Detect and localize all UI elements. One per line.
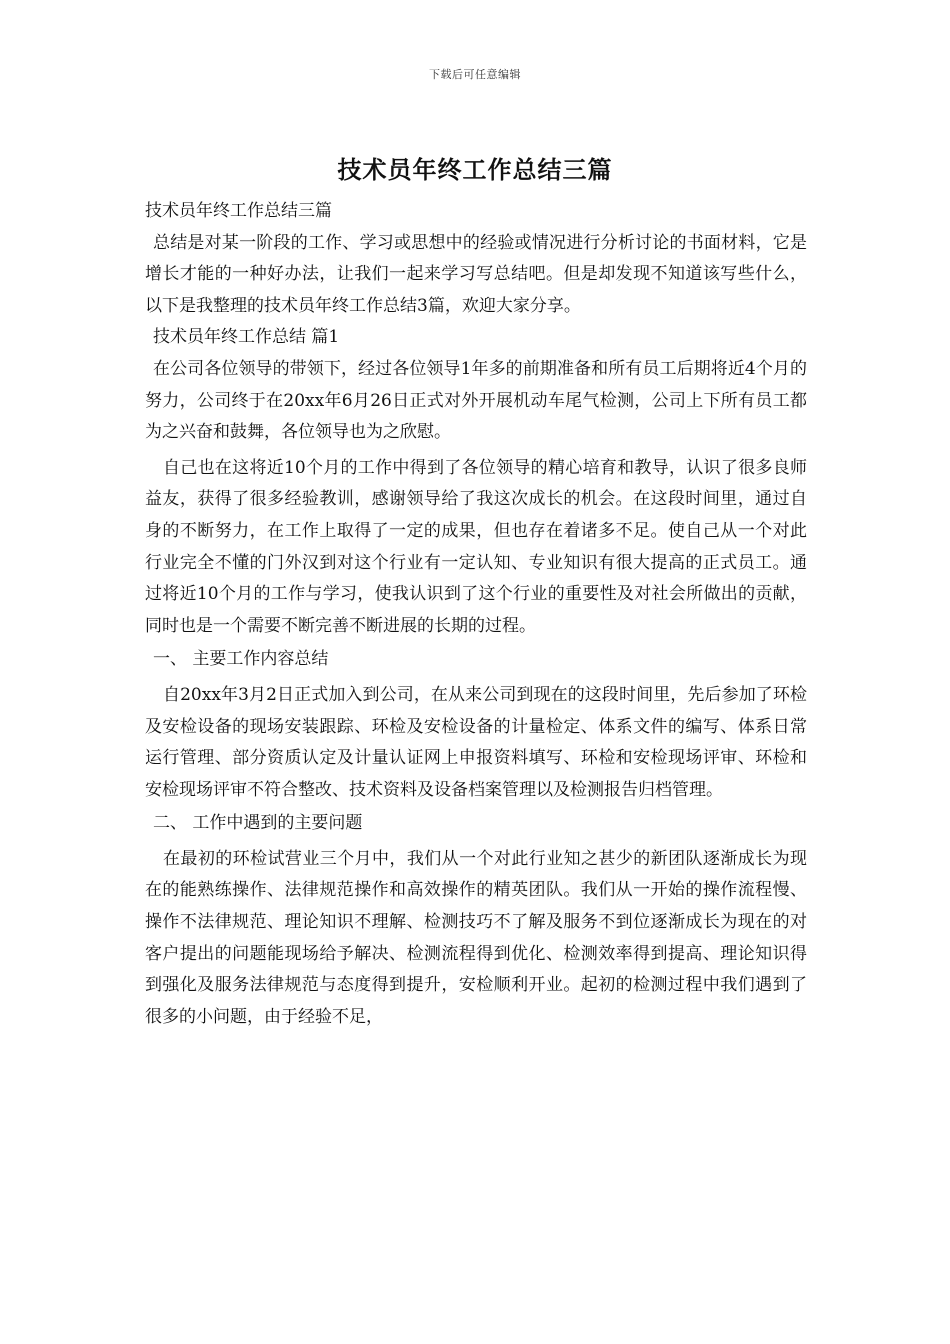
header-note: 下载后可任意编辑 (429, 68, 521, 81)
intro-paragraph: 总结是对某一阶段的工作、学习或思想中的经验或情况进行分析讨论的书面材料，它是增长才能的一种好办法，让我们一起来学习写总结吧。但是却发现不知道该写些什么，以下是我整理的技术员年终工作总结3篇，欢迎大家分享。 (145, 232, 807, 316)
section-1-heading: 一、 主要工作内容总结 (153, 649, 329, 670)
paragraph-2: 自己也在这将近10个月的工作中得到了各位领导的精心培育和教导，认识了很多良师益友，获得了很多经验教训，感谢领导给了我这次成长的机会。在这段时间里，通过自身的不断努力，在工作上取得了一定的成果，但也存在着诸多不足。使自己从一个对此行业完全不懂的门外汉到对这个行业有一定认知、专业知识有很大提高的正式员工。通过将近10个月的工作与学习，使我认识到了这个行业的重要性及对社会所做出的贡献，同时也是一个需要不断完善不断进展的长期的过程。 (145, 457, 807, 636)
section-2-heading: 二、 工作中遇到的主要问题 (153, 813, 363, 834)
section-1-paragraph: 自20xx年3月2日正式加入到公司，在从来公司到现在的这段时间里，先后参加了环检及安检设备的现场安装跟踪、环检及安检设备的计量检定、体系文件的编写、体系日常运行管理、部分资质认定及计量认证网上申报资料填写、环检和安检现场评审、环检和安检现场评审不符合整改、技术资料及设备档案管理以及检测报告归档管理。 (145, 684, 807, 800)
subtitle-line: 技术员年终工作总结三篇 (145, 201, 332, 221)
section-2-paragraph: 在最初的环检试营业三个月中，我们从一个对此行业知之甚少的新团队逐渐成长为现在的能熟练操作、法律规范操作和高效操作的精英团队。我们从一开始的操作流程慢、操作不法律规范、理论知识不理解、检测技巧不了解及服务不到位逐渐成长为现在的对客户提出的问题能现场给予解决、检测流程得到优化、检测效率得到提高、理论知识得到强化及服务法律规范与态度得到提升，安检顺利开业。起初的检测过程中我们遇到了很多的小问题，由于经验不足， (145, 848, 807, 1027)
document-title: 技术员年终工作总结三篇 (337, 155, 613, 184)
paragraph-1: 在公司各位领导的带领下，经过各位领导1年多的前期准备和所有员工后期将近4个月的努力，公司终于在20xx年6月26日正式对外开展机动车尾气检测，公司上下所有员工都为之兴奋和鼓舞，各位领导也为之欣慰。 (145, 358, 807, 443)
part-heading: 技术员年终工作总结 篇1 (153, 327, 340, 348)
document-body (145, 196, 807, 1033)
